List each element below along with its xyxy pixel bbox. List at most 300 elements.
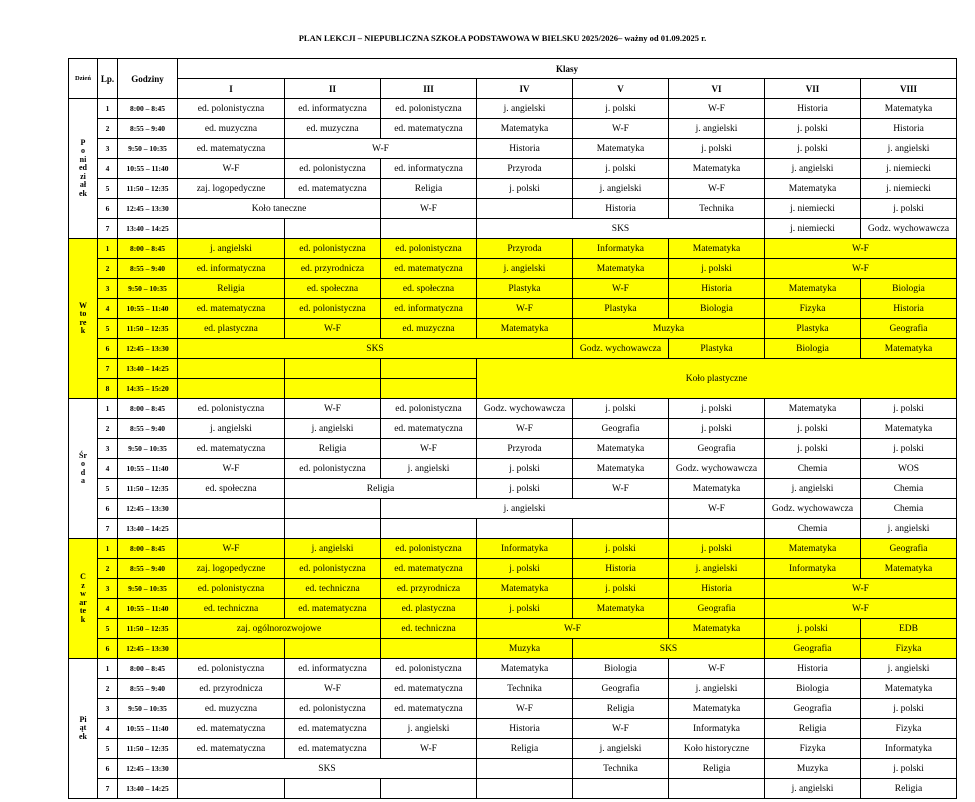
empty-cell xyxy=(381,779,477,799)
lesson-cell: ed. techniczna xyxy=(381,619,477,639)
day-name: Czwartek xyxy=(79,572,87,624)
table-row xyxy=(69,479,957,499)
lesson-time: 8:55 – 9:40 xyxy=(118,119,178,139)
empty-cell xyxy=(381,639,477,659)
lesson-cell: ed. społeczna xyxy=(178,479,285,499)
empty-cell xyxy=(573,519,669,539)
lesson-time: 10:55 – 11:40 xyxy=(118,459,178,479)
lesson-cell: Matematyka xyxy=(861,419,957,439)
lesson-cell: ed. informatyczna xyxy=(178,259,285,279)
lesson-time: 8:00 – 8:45 xyxy=(118,99,178,119)
day-name: Poniedziałek xyxy=(79,137,87,198)
lesson-cell: j. polski xyxy=(765,439,861,459)
lesson-cell: ed. matematyczna xyxy=(178,299,285,319)
empty-cell xyxy=(381,359,477,379)
lesson-time: 14:35 – 15:20 xyxy=(118,379,178,399)
lesson-cell: ed. polonistyczna xyxy=(285,459,381,479)
lesson-cell: Matematyka xyxy=(861,559,957,579)
lesson-cell: Godz. wychowawcza xyxy=(861,219,957,239)
table-row xyxy=(69,739,957,759)
lesson-cell: ed. matematyczna xyxy=(178,439,285,459)
lesson-cell: Matematyka xyxy=(477,119,573,139)
lesson-cell: Przyroda xyxy=(477,239,573,259)
lesson-number: 7 xyxy=(98,779,118,799)
empty-cell xyxy=(178,519,285,539)
lesson-time: 9:50 – 10:35 xyxy=(118,579,178,599)
lesson-time: 11:50 – 12:35 xyxy=(118,319,178,339)
empty-cell xyxy=(381,519,477,539)
empty-cell xyxy=(477,519,573,539)
lesson-cell: W-F xyxy=(573,279,669,299)
lesson-cell: j. angielski xyxy=(178,419,285,439)
lesson-cell: j. angielski xyxy=(573,179,669,199)
lesson-cell: j. polski xyxy=(669,139,765,159)
lesson-cell: ed. przyrodnicza xyxy=(178,679,285,699)
lesson-number: 1 xyxy=(98,399,118,419)
header-row-top xyxy=(69,59,957,79)
header-class-8: VIII xyxy=(861,79,957,99)
table-row xyxy=(69,219,957,239)
lesson-cell: ed. społeczna xyxy=(285,279,381,299)
lesson-cell: Religia xyxy=(381,179,477,199)
lesson-cell: Matematyka xyxy=(573,259,669,279)
lesson-time: 8:55 – 9:40 xyxy=(118,259,178,279)
lesson-cell: W-F xyxy=(765,579,957,599)
lesson-cell: Matematyka xyxy=(765,179,861,199)
lesson-cell: Informatyka xyxy=(765,559,861,579)
lesson-cell: j. polski xyxy=(477,459,573,479)
lesson-cell: SKS xyxy=(178,759,477,779)
lesson-cell: ed. muzyczna xyxy=(178,699,285,719)
lesson-cell: Historia xyxy=(477,719,573,739)
lesson-time: 10:55 – 11:40 xyxy=(118,159,178,179)
table-row xyxy=(69,759,957,779)
day-name: Piątek xyxy=(79,714,87,741)
lesson-number: 7 xyxy=(98,519,118,539)
lesson-cell: Matematyka xyxy=(477,579,573,599)
lesson-cell: j. polski xyxy=(861,439,957,459)
table-row xyxy=(69,279,957,299)
lesson-cell: Matematyka xyxy=(765,539,861,559)
lesson-cell: ed. polonistyczna xyxy=(285,559,381,579)
lesson-time: 12:45 – 13:30 xyxy=(118,639,178,659)
table-row xyxy=(69,539,957,559)
lesson-cell: j. angielski xyxy=(861,659,957,679)
table-row xyxy=(69,259,957,279)
lesson-cell: j. angielski xyxy=(861,519,957,539)
lesson-cell: ed. polonistyczna xyxy=(285,239,381,259)
lesson-cell: ed. plastyczna xyxy=(381,599,477,619)
lesson-cell: Plastyka xyxy=(573,299,669,319)
lesson-cell: Matematyka xyxy=(477,659,573,679)
lesson-time: 12:45 – 13:30 xyxy=(118,499,178,519)
lesson-number: 6 xyxy=(98,759,118,779)
header-hours: Godziny xyxy=(118,59,178,99)
lesson-cell: ed. matematyczna xyxy=(178,719,285,739)
lesson-time: 13:40 – 14:25 xyxy=(118,359,178,379)
lesson-cell: Matematyka xyxy=(669,699,765,719)
empty-cell xyxy=(669,779,765,799)
lesson-cell: Fizyka xyxy=(765,739,861,759)
lesson-cell: W-F xyxy=(178,159,285,179)
lesson-cell: ed. matematyczna xyxy=(381,699,477,719)
lesson-cell: Koło plastyczne xyxy=(477,359,957,399)
lesson-cell: Matematyka xyxy=(861,679,957,699)
lesson-cell: Religia xyxy=(285,439,381,459)
page-title: PLAN LEKCJI – NIEPUBLICZNA SZKOŁA PODSTAWOWA W BIELSKU 2025/2026– ważny od 01.09.2025 r. xyxy=(298,33,707,43)
empty-cell xyxy=(669,519,765,539)
lesson-cell: W-F xyxy=(765,259,957,279)
lesson-cell: Biologia xyxy=(573,659,669,679)
lesson-cell: j. polski xyxy=(573,159,669,179)
lesson-cell: SKS xyxy=(477,219,765,239)
lesson-cell: Biologia xyxy=(669,299,765,319)
table-row xyxy=(69,639,957,659)
header-class-5: V xyxy=(573,79,669,99)
lesson-cell: Godz. wychowawcza xyxy=(765,499,861,519)
lesson-number: 4 xyxy=(98,719,118,739)
table-row xyxy=(69,319,957,339)
lesson-cell: j. polski xyxy=(477,179,573,199)
lesson-cell: Fizyka xyxy=(765,299,861,319)
empty-cell xyxy=(178,219,285,239)
lesson-cell: j. angielski xyxy=(381,459,477,479)
lesson-time: 8:00 – 8:45 xyxy=(118,399,178,419)
lesson-cell: j. angielski xyxy=(285,539,381,559)
lesson-cell: j. angielski xyxy=(669,679,765,699)
lesson-cell: ed. matematyczna xyxy=(178,139,285,159)
lesson-cell: Technika xyxy=(477,679,573,699)
lesson-cell: ed. polonistyczna xyxy=(381,539,477,559)
lesson-time: 10:55 – 11:40 xyxy=(118,299,178,319)
lesson-cell: Chemia xyxy=(765,519,861,539)
lesson-cell: SKS xyxy=(573,639,765,659)
lesson-cell: W-F xyxy=(669,659,765,679)
lesson-cell: ed. techniczna xyxy=(285,579,381,599)
table-row xyxy=(69,699,957,719)
lesson-cell: Historia xyxy=(669,579,765,599)
lesson-number: 5 xyxy=(98,179,118,199)
lesson-cell: EDB xyxy=(861,619,957,639)
table-row xyxy=(69,719,957,739)
lesson-cell: ed. muzyczna xyxy=(381,319,477,339)
lesson-cell: ed. polonistyczna xyxy=(178,399,285,419)
lesson-cell: W-F xyxy=(178,539,285,559)
lesson-cell: Biologia xyxy=(765,679,861,699)
lesson-number: 6 xyxy=(98,499,118,519)
lesson-time: 11:50 – 12:35 xyxy=(118,479,178,499)
lesson-cell: ed. polonistyczna xyxy=(178,659,285,679)
header-class-3: III xyxy=(381,79,477,99)
lesson-cell: Plastyka xyxy=(765,319,861,339)
lesson-cell: j. niemiecki xyxy=(861,159,957,179)
lesson-cell: j. angielski xyxy=(477,99,573,119)
lesson-cell: Geografia xyxy=(861,539,957,559)
header-class-2: II xyxy=(285,79,381,99)
lesson-number: 4 xyxy=(98,599,118,619)
lesson-number: 7 xyxy=(98,359,118,379)
lesson-number: 6 xyxy=(98,639,118,659)
lesson-cell: j. angielski xyxy=(765,159,861,179)
lesson-number: 7 xyxy=(98,219,118,239)
lesson-cell: j. polski xyxy=(669,259,765,279)
lesson-cell: j. polski xyxy=(573,399,669,419)
lesson-time: 8:55 – 9:40 xyxy=(118,679,178,699)
lesson-cell: Matematyka xyxy=(861,339,957,359)
lesson-cell: ed. przyrodnicza xyxy=(285,259,381,279)
lesson-cell: j. polski xyxy=(669,399,765,419)
lesson-number: 5 xyxy=(98,479,118,499)
lesson-cell: W-F xyxy=(381,739,477,759)
lesson-cell: W-F xyxy=(477,699,573,719)
table-row xyxy=(69,579,957,599)
lesson-cell: Historia xyxy=(669,279,765,299)
lesson-time: 11:50 – 12:35 xyxy=(118,179,178,199)
day-label xyxy=(69,539,98,659)
lesson-cell: j. niemiecki xyxy=(765,199,861,219)
lesson-cell: Muzyka xyxy=(477,639,573,659)
lesson-cell: j. polski xyxy=(765,419,861,439)
day-name: Środa xyxy=(79,450,87,485)
header-day: Dzień xyxy=(69,59,98,99)
empty-cell xyxy=(285,359,381,379)
lesson-cell: Godz. wychowawcza xyxy=(669,459,765,479)
lesson-cell: Geografia xyxy=(573,419,669,439)
lesson-number: 2 xyxy=(98,419,118,439)
table-row xyxy=(69,399,957,419)
table-row xyxy=(69,599,957,619)
table-row xyxy=(69,139,957,159)
lesson-cell: Technika xyxy=(669,199,765,219)
lesson-number: 2 xyxy=(98,559,118,579)
table-row xyxy=(69,559,957,579)
header-class-6: VI xyxy=(669,79,765,99)
table-row xyxy=(69,499,957,519)
lesson-cell: ed. informatyczna xyxy=(285,659,381,679)
lesson-cell: j. polski xyxy=(861,759,957,779)
lesson-time: 9:50 – 10:35 xyxy=(118,139,178,159)
lesson-cell: ed. polonistyczna xyxy=(381,399,477,419)
lesson-cell: ed. matematyczna xyxy=(178,739,285,759)
lesson-cell: Religia xyxy=(477,739,573,759)
lesson-cell: W-F xyxy=(573,719,669,739)
lesson-cell: Geografia xyxy=(861,319,957,339)
lesson-time: 12:45 – 13:30 xyxy=(118,759,178,779)
lesson-cell: j. angielski xyxy=(765,779,861,799)
lesson-cell: Przyroda xyxy=(477,159,573,179)
lesson-number: 4 xyxy=(98,159,118,179)
lesson-cell: j. angielski xyxy=(178,239,285,259)
lesson-cell: Technika xyxy=(573,759,669,779)
lesson-cell: ed. informatyczna xyxy=(285,99,381,119)
lesson-cell: Matematyka xyxy=(669,159,765,179)
lesson-cell: zaj. ogólnorozwojowe xyxy=(178,619,381,639)
lesson-cell: ed. matematyczna xyxy=(381,559,477,579)
lesson-cell: j. polski xyxy=(477,559,573,579)
lesson-cell: Historia xyxy=(573,199,669,219)
table-row xyxy=(69,299,957,319)
table-row xyxy=(69,659,957,679)
lesson-time: 12:45 – 13:30 xyxy=(118,199,178,219)
lesson-time: 8:00 – 8:45 xyxy=(118,539,178,559)
table-row xyxy=(69,359,957,379)
table-row xyxy=(69,239,957,259)
table-row xyxy=(69,199,957,219)
lesson-cell: Informatyka xyxy=(669,719,765,739)
lesson-cell: j. angielski xyxy=(573,739,669,759)
lesson-cell: ed. polonistyczna xyxy=(285,159,381,179)
lesson-cell: Matematyka xyxy=(477,319,573,339)
lesson-number: 2 xyxy=(98,119,118,139)
lesson-cell: W-F xyxy=(178,459,285,479)
lesson-cell: ed. muzyczna xyxy=(178,119,285,139)
lesson-cell: SKS xyxy=(178,339,573,359)
lesson-cell: Religia xyxy=(178,279,285,299)
lesson-cell: j. polski xyxy=(861,699,957,719)
lesson-cell: ed. matematyczna xyxy=(381,679,477,699)
lesson-number: 1 xyxy=(98,659,118,679)
lesson-time: 11:50 – 12:35 xyxy=(118,739,178,759)
lesson-time: 10:55 – 11:40 xyxy=(118,719,178,739)
empty-cell xyxy=(573,779,669,799)
table-row xyxy=(69,119,957,139)
lesson-cell: j. angielski xyxy=(669,559,765,579)
lesson-cell: Geografia xyxy=(765,639,861,659)
day-label xyxy=(69,99,98,239)
lesson-cell: j. niemiecki xyxy=(861,179,957,199)
lesson-cell: Biologia xyxy=(861,279,957,299)
lesson-cell: Matematyka xyxy=(669,619,765,639)
lesson-number: 6 xyxy=(98,339,118,359)
empty-cell xyxy=(178,779,285,799)
header-class-1: I xyxy=(178,79,285,99)
empty-cell xyxy=(178,639,285,659)
lesson-cell: ed. techniczna xyxy=(178,599,285,619)
lesson-cell: Informatyka xyxy=(573,239,669,259)
lesson-number: 1 xyxy=(98,539,118,559)
lesson-cell: Informatyka xyxy=(477,539,573,559)
lesson-cell: Historia xyxy=(573,559,669,579)
lesson-cell: Matematyka xyxy=(861,99,957,119)
lesson-number: 5 xyxy=(98,619,118,639)
lesson-cell: W-F xyxy=(765,239,957,259)
table-row xyxy=(69,439,957,459)
lesson-cell: W-F xyxy=(765,599,957,619)
day-name: Wtorek xyxy=(79,300,87,335)
lesson-cell: zaj. logopedyczne xyxy=(178,559,285,579)
lesson-cell: W-F xyxy=(477,619,669,639)
lesson-cell: Fizyka xyxy=(861,719,957,739)
lesson-cell: Religia xyxy=(285,479,477,499)
lesson-cell: W-F xyxy=(477,299,573,319)
lesson-number: 3 xyxy=(98,439,118,459)
lesson-cell: j. polski xyxy=(861,199,957,219)
empty-cell xyxy=(178,499,285,519)
lesson-cell: ed. muzyczna xyxy=(285,119,381,139)
lesson-time: 8:00 – 8:45 xyxy=(118,659,178,679)
lesson-number: 1 xyxy=(98,239,118,259)
empty-cell xyxy=(285,639,381,659)
lesson-cell: W-F xyxy=(477,419,573,439)
day-label xyxy=(69,659,98,799)
table-row xyxy=(69,779,957,799)
lesson-cell: j. niemiecki xyxy=(765,219,861,239)
lesson-cell: j. polski xyxy=(765,139,861,159)
lesson-cell: ed. matematyczna xyxy=(285,179,381,199)
lesson-cell: ed. polonistyczna xyxy=(381,659,477,679)
table-row xyxy=(69,459,957,479)
lesson-cell: W-F xyxy=(573,479,669,499)
header-classes-group: Klasy xyxy=(178,59,957,79)
lesson-cell: Chemia xyxy=(861,499,957,519)
lesson-cell: ed. społeczna xyxy=(381,279,477,299)
empty-cell xyxy=(285,499,381,519)
lesson-cell: Religia xyxy=(861,779,957,799)
lesson-time: 10:55 – 11:40 xyxy=(118,599,178,619)
lesson-cell: ed. informatyczna xyxy=(381,299,477,319)
header-class-4: IV xyxy=(477,79,573,99)
table-row xyxy=(69,619,957,639)
lesson-number: 3 xyxy=(98,579,118,599)
table-row xyxy=(69,339,957,359)
lesson-cell: Geografia xyxy=(765,699,861,719)
timetable-body xyxy=(69,59,957,799)
lesson-cell: j. angielski xyxy=(381,719,477,739)
lesson-cell: Muzyka xyxy=(765,759,861,779)
lesson-cell: Matematyka xyxy=(765,279,861,299)
lesson-number: 3 xyxy=(98,279,118,299)
lesson-cell: W-F xyxy=(669,179,765,199)
lesson-number: 2 xyxy=(98,679,118,699)
lesson-cell: ed. polonistyczna xyxy=(381,239,477,259)
lesson-cell: WOS xyxy=(861,459,957,479)
table-row xyxy=(69,419,957,439)
lesson-time: 13:40 – 14:25 xyxy=(118,219,178,239)
lesson-cell: Fizyka xyxy=(861,639,957,659)
lesson-cell: j. angielski xyxy=(669,119,765,139)
lesson-cell: Muzyka xyxy=(573,319,765,339)
empty-cell xyxy=(285,379,381,399)
lesson-cell: zaj. logopedyczne xyxy=(178,179,285,199)
header-row-classes xyxy=(69,79,957,99)
lesson-cell: W-F xyxy=(285,319,381,339)
empty-cell xyxy=(285,219,381,239)
lesson-cell: ed. matematyczna xyxy=(285,599,381,619)
lesson-number: 8 xyxy=(98,379,118,399)
lesson-cell: Geografia xyxy=(573,679,669,699)
lesson-cell: Plastyka xyxy=(669,339,765,359)
lesson-cell: Chemia xyxy=(861,479,957,499)
lesson-cell: Matematyka xyxy=(573,439,669,459)
lesson-cell: ed. matematyczna xyxy=(381,259,477,279)
lesson-cell: ed. plastyczna xyxy=(178,319,285,339)
lesson-cell: Matematyka xyxy=(573,599,669,619)
table-row xyxy=(69,179,957,199)
header-class-7: VII xyxy=(765,79,861,99)
empty-cell xyxy=(477,759,573,779)
lesson-time: 11:50 – 12:35 xyxy=(118,619,178,639)
lesson-number: 1 xyxy=(98,99,118,119)
empty-cell xyxy=(477,199,573,219)
lesson-cell: ed. matematyczna xyxy=(285,739,381,759)
lesson-cell: W-F xyxy=(669,499,765,519)
lesson-cell: ed. polonistyczna xyxy=(381,99,477,119)
day-label xyxy=(69,239,98,399)
lesson-cell: Historia xyxy=(765,659,861,679)
lesson-number: 4 xyxy=(98,459,118,479)
lesson-cell: ed. polonistyczna xyxy=(178,99,285,119)
lesson-cell: ed. informatyczna xyxy=(381,159,477,179)
